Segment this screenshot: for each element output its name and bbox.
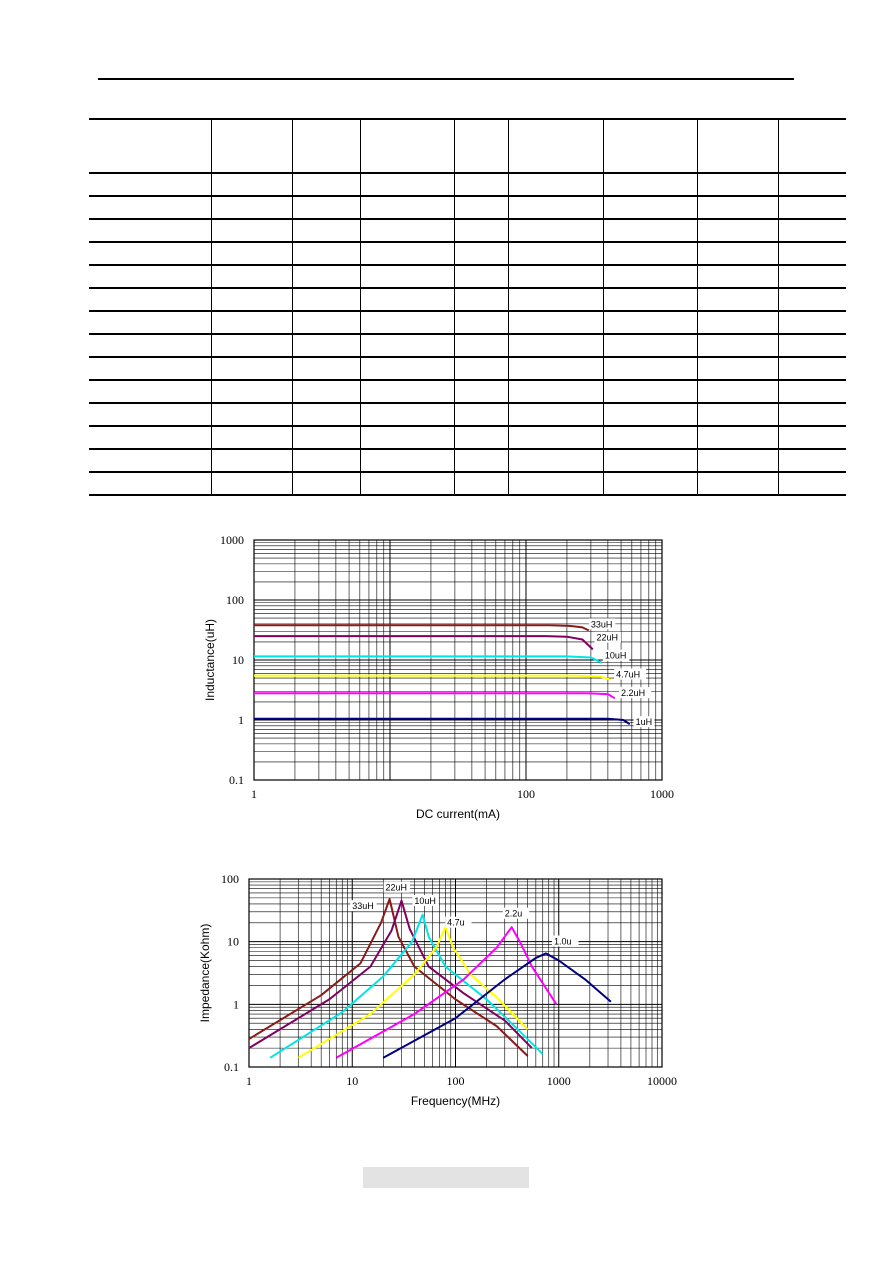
table-cell	[508, 196, 603, 219]
table-cell	[89, 357, 211, 380]
y-tick-label: 1	[233, 997, 239, 1012]
table-cell	[211, 334, 292, 357]
table-row	[89, 288, 846, 311]
table-cell	[697, 334, 778, 357]
y-tick-label: 10	[232, 653, 244, 667]
table-cell	[211, 472, 292, 495]
table-header-cell	[603, 119, 697, 173]
table-cell	[292, 219, 360, 242]
table-cell	[292, 288, 360, 311]
table-cell	[454, 426, 508, 449]
impedance-vs-frequency-chart	[195, 868, 685, 1128]
table-cell	[603, 196, 697, 219]
table-cell	[211, 449, 292, 472]
table-cell	[603, 334, 697, 357]
table-cell	[211, 173, 292, 196]
table-cell	[778, 426, 846, 449]
table-cell	[778, 357, 846, 380]
table-cell	[454, 357, 508, 380]
table-cell	[360, 242, 454, 265]
table-cell	[697, 173, 778, 196]
table-cell	[360, 426, 454, 449]
x-tick-label: 1	[246, 1074, 252, 1088]
y-tick-label: 1	[238, 713, 244, 727]
x-tick-label: 10	[346, 1074, 359, 1088]
y-tick-label: 100	[226, 593, 244, 607]
x-tick-label: 1	[251, 787, 257, 801]
table-cell	[360, 334, 454, 357]
table-cell	[360, 380, 454, 403]
table-row	[89, 403, 846, 426]
x-axis-title: Frequency(MHz)	[410, 1094, 501, 1108]
table-cell	[778, 449, 846, 472]
table-cell	[292, 472, 360, 495]
table-cell	[454, 219, 508, 242]
table-cell	[603, 265, 697, 288]
spec-table	[89, 118, 846, 496]
table-cell	[508, 173, 603, 196]
impedance-chart-svg	[195, 868, 685, 1128]
table-cell	[778, 173, 846, 196]
series-line-4_7uH	[254, 676, 611, 680]
table-cell	[89, 449, 211, 472]
inductance-chart-svg	[195, 527, 685, 837]
table-row	[89, 265, 846, 288]
table-cell	[292, 334, 360, 357]
table-cell	[603, 426, 697, 449]
table-cell	[454, 311, 508, 334]
table-cell	[454, 472, 508, 495]
curve-label: 10uH	[414, 895, 436, 906]
table-cell	[89, 288, 211, 311]
table-cell	[454, 173, 508, 196]
x-axis-title: DC current(mA)	[415, 807, 501, 821]
table-header-cell	[778, 119, 846, 173]
table-row	[89, 357, 846, 380]
table-cell	[454, 403, 508, 426]
table-cell	[697, 380, 778, 403]
table-cell	[89, 242, 211, 265]
y-tick-label: 10	[227, 934, 239, 949]
series-line-22uH	[254, 636, 593, 649]
table-header-cell	[89, 119, 211, 173]
table-cell	[508, 403, 603, 426]
table-cell	[697, 196, 778, 219]
curve-label: 4.7uH	[616, 669, 641, 680]
table-cell	[292, 357, 360, 380]
table-cell	[603, 219, 697, 242]
table-header-cell	[454, 119, 508, 173]
table-cell	[603, 449, 697, 472]
y-tick-label: 0.1	[229, 773, 244, 787]
x-tick-label: 1000	[650, 787, 674, 801]
table-cell	[778, 242, 846, 265]
x-tick-label: 100	[446, 1074, 465, 1088]
table-cell	[211, 357, 292, 380]
table-cell	[292, 426, 360, 449]
table-cell	[89, 426, 211, 449]
series-line-4_7uH	[298, 927, 527, 1058]
table-cell	[360, 357, 454, 380]
table-cell	[89, 173, 211, 196]
table-cell	[508, 426, 603, 449]
table-cell	[211, 196, 292, 219]
table-row	[89, 311, 846, 334]
grid	[254, 540, 662, 780]
y-axis-title: Inductance(uH)	[203, 618, 217, 702]
table-cell	[454, 288, 508, 311]
y-tick-label: 100	[221, 872, 239, 886]
table-cell	[697, 426, 778, 449]
table-cell	[508, 219, 603, 242]
table-cell	[508, 334, 603, 357]
table-cell	[778, 311, 846, 334]
table-cell	[360, 173, 454, 196]
table-header-cell	[508, 119, 603, 173]
table-cell	[603, 357, 697, 380]
table-cell	[603, 288, 697, 311]
table-cell	[697, 288, 778, 311]
table-cell	[89, 311, 211, 334]
table-cell	[508, 288, 603, 311]
table-cell	[603, 173, 697, 196]
grid	[249, 879, 662, 1067]
table-row	[89, 173, 846, 196]
table-cell	[292, 173, 360, 196]
header-rule	[98, 78, 794, 80]
table-cell	[292, 265, 360, 288]
table-cell	[508, 449, 603, 472]
table-cell	[508, 380, 603, 403]
y-axis-title: Impedance(Kohm)	[198, 923, 212, 1023]
table-cell	[454, 196, 508, 219]
curve-label: 22uH	[596, 632, 619, 643]
table-cell	[211, 242, 292, 265]
curve-label: 22uH	[385, 882, 408, 893]
table-cell	[292, 311, 360, 334]
table-cell	[697, 357, 778, 380]
table-row	[89, 242, 846, 265]
table-cell	[360, 196, 454, 219]
curve-label: 2.2uH	[621, 688, 646, 699]
table-cell	[89, 334, 211, 357]
table-header-row	[89, 119, 846, 173]
curve-label: 4.7u	[447, 917, 465, 928]
table-cell	[603, 242, 697, 265]
table-cell	[603, 311, 697, 334]
table-cell	[211, 288, 292, 311]
curve-label: 33uH	[352, 901, 374, 912]
y-tick-label: 1000	[220, 533, 244, 547]
table-cell	[211, 403, 292, 426]
table-cell	[697, 265, 778, 288]
curve-label: 1uH	[635, 717, 653, 728]
table-cell	[360, 311, 454, 334]
table-cell	[211, 311, 292, 334]
table-cell	[360, 472, 454, 495]
table-cell	[508, 357, 603, 380]
table-cell	[89, 380, 211, 403]
table-cell	[508, 311, 603, 334]
table-row	[89, 449, 846, 472]
table-cell	[508, 242, 603, 265]
table-cell	[454, 334, 508, 357]
table-row	[89, 196, 846, 219]
curve-label: 33uH	[590, 619, 613, 630]
table-cell	[778, 334, 846, 357]
table-cell	[454, 449, 508, 472]
table-cell	[778, 380, 846, 403]
table-cell	[292, 449, 360, 472]
curve-label: 2.2u	[504, 908, 523, 919]
table-cell	[778, 403, 846, 426]
table-cell	[697, 403, 778, 426]
table-cell	[360, 265, 454, 288]
table-cell	[89, 196, 211, 219]
table-cell	[508, 472, 603, 495]
table-cell	[292, 242, 360, 265]
table-cell	[603, 403, 697, 426]
table-cell	[211, 265, 292, 288]
table-cell	[697, 449, 778, 472]
table-cell	[454, 380, 508, 403]
table-cell	[292, 380, 360, 403]
table-cell	[603, 380, 697, 403]
inductance-vs-current-chart	[195, 527, 685, 837]
table-cell	[360, 288, 454, 311]
table-cell	[211, 219, 292, 242]
table-header-cell	[292, 119, 360, 173]
table-header-cell	[697, 119, 778, 173]
y-tick-label: 0.1	[224, 1060, 239, 1074]
table-cell	[211, 426, 292, 449]
table-cell	[778, 288, 846, 311]
table-header-cell	[360, 119, 454, 173]
table-cell	[89, 265, 211, 288]
table-cell	[360, 449, 454, 472]
table-cell	[454, 242, 508, 265]
table-cell	[89, 472, 211, 495]
footer-bar	[363, 1167, 529, 1188]
series-line-33uH	[254, 625, 589, 630]
table-cell	[778, 196, 846, 219]
x-tick-label: 10000	[647, 1074, 677, 1088]
table-row	[89, 219, 846, 242]
table-row	[89, 334, 846, 357]
table-cell	[211, 380, 292, 403]
table-cell	[360, 219, 454, 242]
table-cell	[292, 403, 360, 426]
table-header-cell	[211, 119, 292, 173]
table-row	[89, 426, 846, 449]
table-cell	[89, 403, 211, 426]
table-cell	[454, 265, 508, 288]
series-line-1uH	[254, 719, 630, 725]
table-cell	[778, 472, 846, 495]
table-cell	[292, 196, 360, 219]
table-cell	[778, 265, 846, 288]
table-row	[89, 472, 846, 495]
curve-label: 1.0u	[554, 936, 572, 947]
table-cell	[697, 219, 778, 242]
series-line-2_2uH	[254, 693, 615, 698]
table-cell	[603, 472, 697, 495]
table-cell	[697, 311, 778, 334]
curve-label: 10uH	[604, 650, 627, 661]
table-cell	[697, 242, 778, 265]
table-cell	[778, 219, 846, 242]
table-cell	[697, 472, 778, 495]
x-tick-label: 1000	[546, 1074, 571, 1088]
table-cell	[360, 403, 454, 426]
table-cell	[89, 219, 211, 242]
x-tick-label: 100	[517, 787, 535, 801]
table-row	[89, 380, 846, 403]
table-cell	[508, 265, 603, 288]
